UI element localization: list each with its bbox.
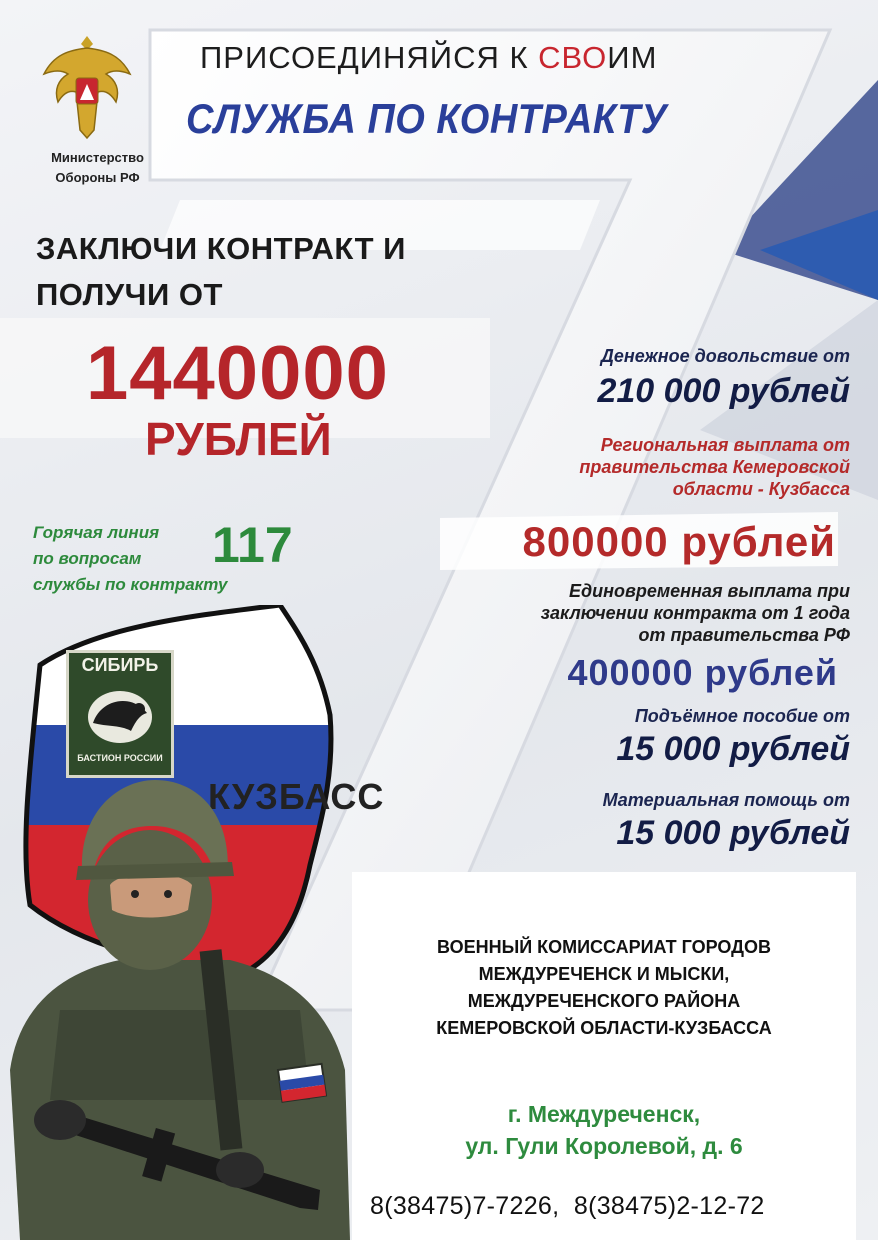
payment-2-label-line-1: Региональная выплата от	[600, 435, 850, 455]
eagle-emblem-icon	[40, 30, 135, 142]
payment-4-label: Подъёмное пособие от	[634, 706, 850, 726]
address	[352, 1098, 856, 1162]
hotline-number: 117	[212, 517, 293, 573]
headline	[36, 226, 406, 318]
slogan-prefix: ПРИСОЕДИНЯЙСЯ К	[200, 40, 539, 75]
commissariat-name	[352, 934, 856, 1042]
phone-numbers	[370, 1192, 765, 1221]
badge-bottom-text: БАСТИОН РОССИИ	[77, 753, 163, 763]
region-label: КУЗБАСС	[208, 776, 385, 817]
payment-3-label-line-1: Единовременная выплата при	[568, 581, 850, 601]
bear-icon	[81, 679, 159, 749]
payment-4-value: 15 000 рублей	[616, 730, 850, 768]
phone-1[interactable]: 8(38475)7-7226,	[370, 1192, 560, 1220]
hotline-line-3: службы по контракту	[33, 575, 228, 594]
headline-line-1: ЗАКЛЮЧИ КОНТРАКТ И	[36, 231, 406, 266]
badge-top-text: СИБИРЬ	[81, 655, 159, 675]
org-line-2: МЕЖДУРЕЧЕНСК И МЫСКИ,	[478, 964, 730, 984]
hotline-text	[33, 520, 227, 598]
payment-2-label-line-3: области - Кузбасса	[672, 479, 850, 499]
headline-line-2: ПОЛУЧИ ОТ	[36, 277, 223, 312]
headline-currency: РУБЛЕЙ	[145, 413, 332, 465]
payment-2-label-line-2: правительства Кемеровской	[579, 457, 850, 477]
payment-1-label: Денежное довольствие от	[600, 346, 850, 366]
payment-3-label-line-3: от правительства РФ	[638, 625, 850, 645]
slogan-suffix: ИМ	[607, 40, 658, 75]
subtitle: СЛУЖБА ПО КОНТРАКТУ	[186, 96, 668, 144]
hotline-line-1: Горячая линия	[33, 523, 160, 542]
org-line-3: МЕЖДУРЕЧЕНСКОГО РАЙОНА	[467, 991, 741, 1011]
soldier-illustration	[0, 770, 360, 1240]
hotline-line-2: по вопросам	[33, 549, 142, 568]
org-line-1: ВОЕННЫЙ КОМИССАРИАТ ГОРОДОВ	[437, 937, 771, 957]
payment-5-label: Материальная помощь от	[602, 790, 850, 810]
payment-3-label	[541, 580, 850, 646]
org-line-4: КЕМЕРОВСКОЙ ОБЛАСТИ-КУЗБАССА	[436, 1018, 772, 1038]
ministry-caption: Министерство Обороны РФ	[51, 150, 144, 185]
payment-2-value: 800000 рублей	[522, 518, 836, 565]
sibir-badge	[66, 650, 174, 778]
payment-3-label-line-2: заключении контракта от 1 года	[540, 603, 850, 623]
payment-1-value: 210 000 рублей	[597, 372, 850, 410]
contact-info-panel	[352, 872, 856, 1240]
slogan-highlight: СВО	[538, 40, 608, 75]
slogan	[200, 40, 657, 76]
payment-3-value: 400000 рублей	[567, 652, 838, 693]
address-line-2: ул. Гули Королевой, д. 6	[465, 1133, 743, 1159]
headline-amount: 1440000	[86, 331, 389, 416]
payment-2-label	[579, 434, 850, 500]
address-line-1: г. Междуреченск,	[507, 1101, 701, 1127]
payment-5-value: 15 000 рублей	[616, 814, 850, 852]
phone-2[interactable]: 8(38475)2-12-72	[573, 1192, 765, 1220]
